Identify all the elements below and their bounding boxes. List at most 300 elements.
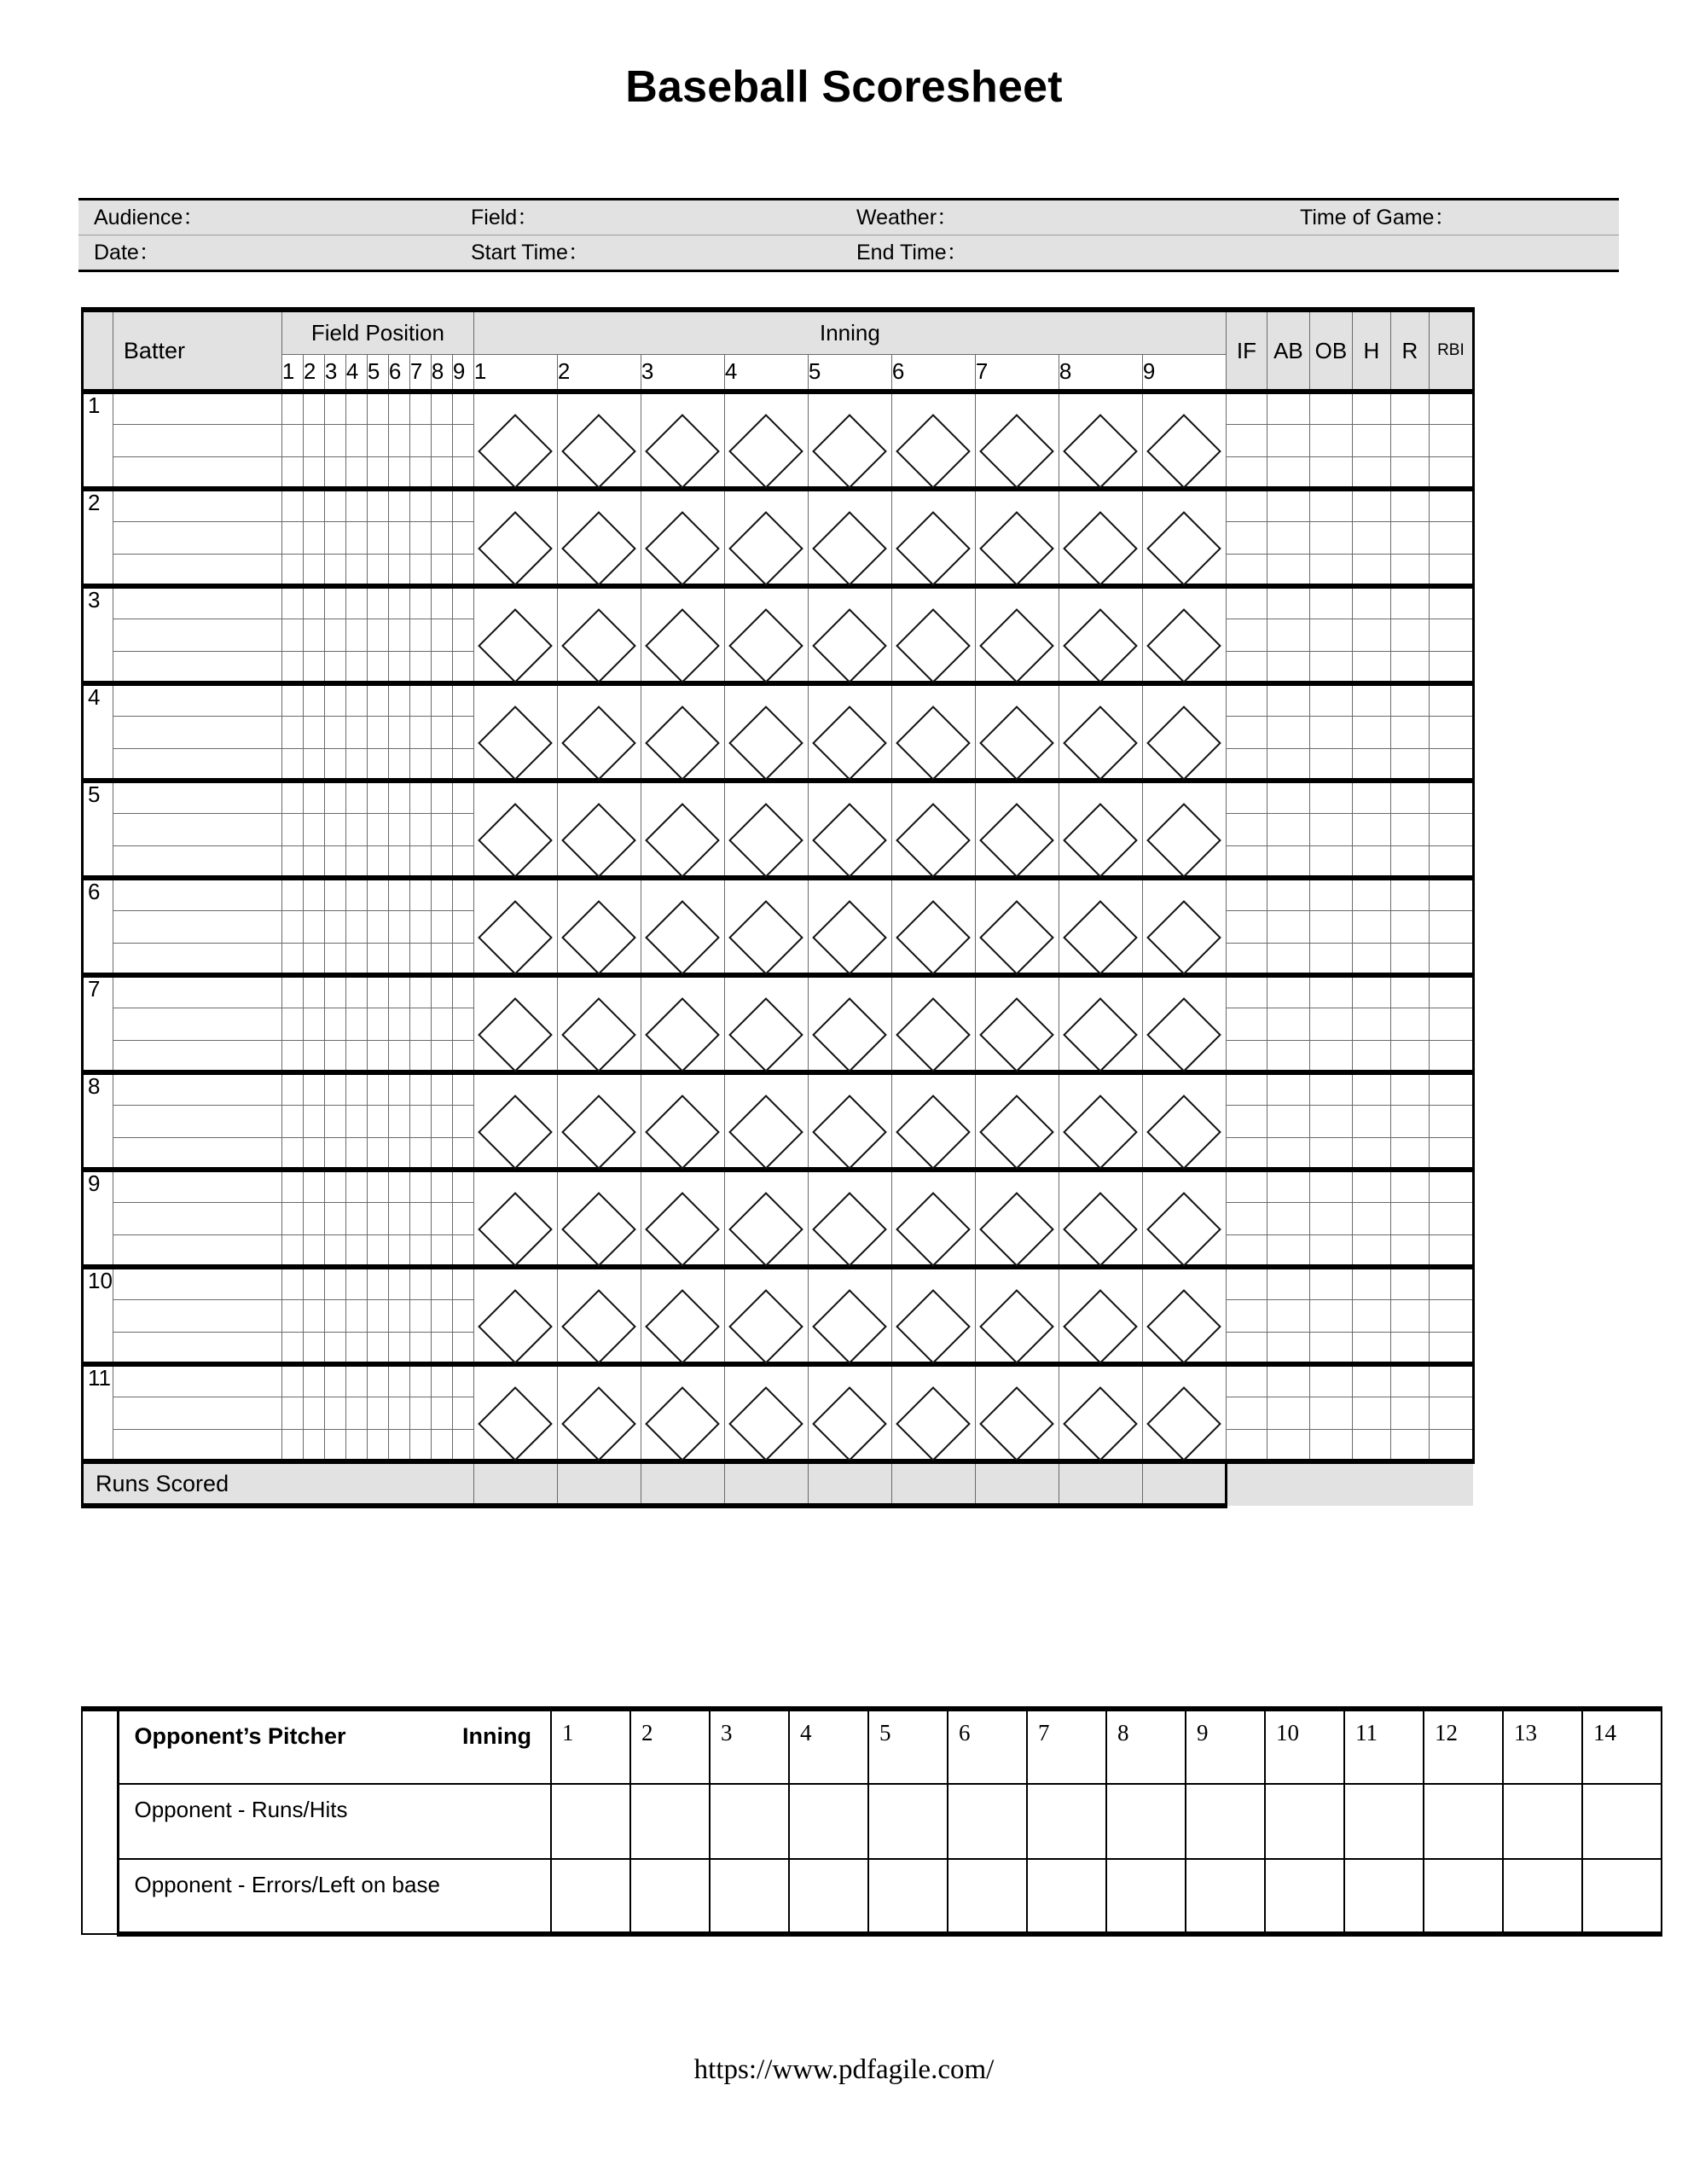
field-position-cell-7[interactable] — [409, 1040, 431, 1072]
field-position-cell-2[interactable] — [303, 554, 324, 586]
field-position-cell-2[interactable] — [303, 975, 324, 1008]
field-position-cell-1[interactable] — [281, 456, 303, 489]
field-position-cell-6[interactable] — [388, 845, 409, 878]
stat-cell-ab[interactable] — [1267, 1364, 1309, 1397]
stat-cell-r[interactable] — [1390, 1137, 1429, 1170]
field-position-cell-1[interactable] — [281, 683, 303, 716]
field-position-cell-6[interactable] — [388, 1267, 409, 1299]
field-position-cell-1[interactable] — [281, 1040, 303, 1072]
field-position-cell-8[interactable] — [431, 456, 452, 489]
field-position-cell-2[interactable] — [303, 683, 324, 716]
stat-cell-h[interactable] — [1352, 1137, 1390, 1170]
inning-cell-4[interactable] — [724, 489, 808, 586]
batter-name-cell[interactable] — [113, 1105, 281, 1137]
stat-cell-ob[interactable] — [1309, 748, 1352, 781]
field-position-cell-9[interactable] — [452, 392, 473, 424]
field-position-cell-5[interactable] — [367, 1267, 388, 1299]
stat-cell-r[interactable] — [1390, 716, 1429, 748]
inning-cell-4[interactable] — [724, 1364, 808, 1461]
inning-cell-8[interactable] — [1059, 878, 1142, 975]
field-position-cell-2[interactable] — [303, 392, 324, 424]
stat-cell-r[interactable] — [1390, 521, 1429, 554]
pitcher-data-cell-10[interactable] — [1265, 1859, 1344, 1934]
batter-name-cell[interactable] — [113, 521, 281, 554]
field-position-cell-4[interactable] — [345, 586, 367, 619]
inning-cell-9[interactable] — [1142, 878, 1226, 975]
field-position-cell-1[interactable] — [281, 1234, 303, 1267]
field-position-cell-5[interactable] — [367, 424, 388, 456]
stat-cell-r[interactable] — [1390, 1202, 1429, 1234]
stat-cell-h[interactable] — [1352, 1267, 1390, 1299]
stat-cell-ab[interactable] — [1267, 975, 1309, 1008]
field-position-cell-6[interactable] — [388, 716, 409, 748]
field-position-cell-8[interactable] — [431, 1332, 452, 1364]
stat-cell-rbi[interactable] — [1429, 554, 1473, 586]
stat-cell-ob[interactable] — [1309, 1040, 1352, 1072]
inning-cell-1[interactable] — [473, 1072, 557, 1170]
stat-cell-ob[interactable] — [1309, 1202, 1352, 1234]
stat-cell-r[interactable] — [1390, 1234, 1429, 1267]
inning-cell-3[interactable] — [641, 1170, 724, 1267]
stat-cell-if[interactable] — [1226, 1170, 1267, 1202]
field-position-cell-6[interactable] — [388, 813, 409, 845]
stat-cell-if[interactable] — [1226, 943, 1267, 975]
pitcher-data-cell-3[interactable] — [710, 1859, 789, 1934]
pitcher-data-cell-4[interactable] — [789, 1784, 868, 1859]
pitcher-data-cell-14[interactable] — [1582, 1784, 1662, 1859]
pitcher-data-cell-1[interactable] — [551, 1784, 630, 1859]
stat-cell-ab[interactable] — [1267, 456, 1309, 489]
batter-row[interactable] — [83, 1170, 1474, 1202]
field-position-cell-7[interactable] — [409, 521, 431, 554]
stat-cell-ob[interactable] — [1309, 521, 1352, 554]
field-position-cell-8[interactable] — [431, 1170, 452, 1202]
stat-cell-if[interactable] — [1226, 586, 1267, 619]
stat-cell-ab[interactable] — [1267, 1429, 1309, 1461]
pitcher-data-cell-7[interactable] — [1027, 1784, 1106, 1859]
inning-cell-7[interactable] — [975, 1267, 1059, 1364]
stat-cell-if[interactable] — [1226, 521, 1267, 554]
field-position-cell-4[interactable] — [345, 489, 367, 521]
field-position-cell-4[interactable] — [345, 813, 367, 845]
field-position-cell-3[interactable] — [324, 1170, 345, 1202]
field-position-cell-9[interactable] — [452, 781, 473, 813]
pitcher-data-cell-12[interactable] — [1424, 1784, 1503, 1859]
inning-cell-8[interactable] — [1059, 1267, 1142, 1364]
field-position-cell-4[interactable] — [345, 943, 367, 975]
field-position-cell-5[interactable] — [367, 1202, 388, 1234]
inning-cell-5[interactable] — [808, 1170, 891, 1267]
field-position-cell-4[interactable] — [345, 424, 367, 456]
field-position-cell-3[interactable] — [324, 1072, 345, 1105]
field-position-cell-7[interactable] — [409, 781, 431, 813]
field-position-cell-6[interactable] — [388, 586, 409, 619]
stat-cell-r[interactable] — [1390, 424, 1429, 456]
stat-cell-if[interactable] — [1226, 651, 1267, 683]
batter-name-cell[interactable] — [113, 392, 281, 424]
stat-cell-ob[interactable] — [1309, 1105, 1352, 1137]
field-position-cell-2[interactable] — [303, 910, 324, 943]
stat-cell-ab[interactable] — [1267, 781, 1309, 813]
field-position-cell-5[interactable] — [367, 1299, 388, 1332]
field-position-cell-3[interactable] — [324, 1364, 345, 1397]
field-position-cell-9[interactable] — [452, 683, 473, 716]
inning-cell-4[interactable] — [724, 878, 808, 975]
field-position-cell-2[interactable] — [303, 1429, 324, 1461]
stat-cell-ab[interactable] — [1267, 1105, 1309, 1137]
inning-cell-7[interactable] — [975, 586, 1059, 683]
field-position-cell-8[interactable] — [431, 910, 452, 943]
field-position-cell-7[interactable] — [409, 748, 431, 781]
stat-cell-ob[interactable] — [1309, 1234, 1352, 1267]
field-position-cell-6[interactable] — [388, 683, 409, 716]
inning-cell-6[interactable] — [891, 683, 975, 781]
runs-scored-cell-8[interactable] — [1059, 1461, 1142, 1506]
field-position-cell-6[interactable] — [388, 489, 409, 521]
inning-cell-7[interactable] — [975, 683, 1059, 781]
stat-cell-ob[interactable] — [1309, 1364, 1352, 1397]
field-position-cell-5[interactable] — [367, 683, 388, 716]
stat-cell-ob[interactable] — [1309, 424, 1352, 456]
field-position-cell-6[interactable] — [388, 521, 409, 554]
stat-cell-rbi[interactable] — [1429, 521, 1473, 554]
pitcher-data-cell-8[interactable] — [1106, 1784, 1186, 1859]
inning-cell-8[interactable] — [1059, 1072, 1142, 1170]
inning-cell-7[interactable] — [975, 392, 1059, 489]
field-position-cell-7[interactable] — [409, 651, 431, 683]
field-position-cell-1[interactable] — [281, 586, 303, 619]
field-position-cell-4[interactable] — [345, 1429, 367, 1461]
inning-cell-9[interactable] — [1142, 1267, 1226, 1364]
field-position-cell-6[interactable] — [388, 910, 409, 943]
field-position-cell-5[interactable] — [367, 1234, 388, 1267]
batter-name-cell[interactable] — [113, 651, 281, 683]
field-position-cell-3[interactable] — [324, 845, 345, 878]
stat-cell-rbi[interactable] — [1429, 392, 1473, 424]
field-position-cell-4[interactable] — [345, 1234, 367, 1267]
stat-cell-ab[interactable] — [1267, 813, 1309, 845]
stat-cell-h[interactable] — [1352, 1429, 1390, 1461]
stat-cell-ab[interactable] — [1267, 1397, 1309, 1429]
field-position-cell-6[interactable] — [388, 619, 409, 651]
field-position-cell-6[interactable] — [388, 1234, 409, 1267]
field-position-cell-7[interactable] — [409, 554, 431, 586]
stat-cell-rbi[interactable] — [1429, 1332, 1473, 1364]
stat-cell-r[interactable] — [1390, 683, 1429, 716]
stat-cell-if[interactable] — [1226, 1008, 1267, 1040]
stat-cell-r[interactable] — [1390, 586, 1429, 619]
inning-cell-2[interactable] — [557, 1170, 641, 1267]
field-position-cell-1[interactable] — [281, 424, 303, 456]
inning-cell-8[interactable] — [1059, 781, 1142, 878]
inning-cell-5[interactable] — [808, 781, 891, 878]
field-position-cell-1[interactable] — [281, 1429, 303, 1461]
field-position-cell-2[interactable] — [303, 748, 324, 781]
field-position-cell-3[interactable] — [324, 1397, 345, 1429]
stat-cell-ob[interactable] — [1309, 619, 1352, 651]
batter-name-cell[interactable] — [113, 1299, 281, 1332]
stat-cell-ab[interactable] — [1267, 683, 1309, 716]
stat-cell-h[interactable] — [1352, 1234, 1390, 1267]
field-position-cell-9[interactable] — [452, 1105, 473, 1137]
inning-cell-5[interactable] — [808, 1072, 891, 1170]
batter-name-cell[interactable] — [113, 1072, 281, 1105]
field-position-cell-6[interactable] — [388, 1105, 409, 1137]
field-position-cell-3[interactable] — [324, 683, 345, 716]
field-position-cell-9[interactable] — [452, 1008, 473, 1040]
pitcher-data-cell-1[interactable] — [551, 1859, 630, 1934]
stat-cell-r[interactable] — [1390, 1267, 1429, 1299]
batter-name-cell[interactable] — [113, 878, 281, 910]
inning-cell-1[interactable] — [473, 781, 557, 878]
stat-cell-h[interactable] — [1352, 943, 1390, 975]
stat-cell-h[interactable] — [1352, 1040, 1390, 1072]
stat-cell-ob[interactable] — [1309, 1299, 1352, 1332]
inning-cell-6[interactable] — [891, 1170, 975, 1267]
inning-cell-8[interactable] — [1059, 975, 1142, 1072]
batter-row[interactable] — [83, 1364, 1474, 1397]
field-position-cell-3[interactable] — [324, 878, 345, 910]
inning-cell-4[interactable] — [724, 1267, 808, 1364]
stat-cell-rbi[interactable] — [1429, 1234, 1473, 1267]
inning-cell-2[interactable] — [557, 1072, 641, 1170]
stat-cell-rbi[interactable] — [1429, 878, 1473, 910]
stat-cell-ob[interactable] — [1309, 1332, 1352, 1364]
field-position-cell-9[interactable] — [452, 878, 473, 910]
inning-cell-7[interactable] — [975, 1072, 1059, 1170]
batter-name-cell[interactable] — [113, 1008, 281, 1040]
field-position-cell-3[interactable] — [324, 1299, 345, 1332]
field-position-cell-7[interactable] — [409, 489, 431, 521]
batter-name-cell[interactable] — [113, 619, 281, 651]
field-position-cell-8[interactable] — [431, 392, 452, 424]
inning-cell-2[interactable] — [557, 1364, 641, 1461]
batter-name-cell[interactable] — [113, 586, 281, 619]
batter-name-cell[interactable] — [113, 813, 281, 845]
field-position-cell-5[interactable] — [367, 1040, 388, 1072]
field-position-cell-5[interactable] — [367, 489, 388, 521]
runs-scored-cell-7[interactable] — [975, 1461, 1059, 1506]
field-position-cell-9[interactable] — [452, 521, 473, 554]
stat-cell-ob[interactable] — [1309, 1397, 1352, 1429]
stat-cell-ab[interactable] — [1267, 489, 1309, 521]
field-position-cell-1[interactable] — [281, 781, 303, 813]
field-position-cell-2[interactable] — [303, 1364, 324, 1397]
stat-cell-h[interactable] — [1352, 1170, 1390, 1202]
field-position-cell-5[interactable] — [367, 878, 388, 910]
field-position-cell-5[interactable] — [367, 910, 388, 943]
stat-cell-r[interactable] — [1390, 651, 1429, 683]
field-position-cell-9[interactable] — [452, 1072, 473, 1105]
field-position-cell-7[interactable] — [409, 1299, 431, 1332]
stat-cell-if[interactable] — [1226, 1040, 1267, 1072]
field-position-cell-8[interactable] — [431, 683, 452, 716]
stat-cell-if[interactable] — [1226, 845, 1267, 878]
stat-cell-h[interactable] — [1352, 1008, 1390, 1040]
field-position-cell-8[interactable] — [431, 1267, 452, 1299]
inning-cell-1[interactable] — [473, 489, 557, 586]
inning-cell-3[interactable] — [641, 781, 724, 878]
field-position-cell-3[interactable] — [324, 716, 345, 748]
field-position-cell-2[interactable] — [303, 651, 324, 683]
stat-cell-ab[interactable] — [1267, 521, 1309, 554]
pitcher-data-cell-3[interactable] — [710, 1784, 789, 1859]
stat-cell-ab[interactable] — [1267, 586, 1309, 619]
pitcher-data-cell-2[interactable] — [630, 1784, 710, 1859]
field-position-cell-9[interactable] — [452, 1267, 473, 1299]
batter-name-cell[interactable] — [113, 910, 281, 943]
stat-cell-if[interactable] — [1226, 683, 1267, 716]
pitcher-data-cell-2[interactable] — [630, 1859, 710, 1934]
stat-cell-if[interactable] — [1226, 878, 1267, 910]
stat-cell-ab[interactable] — [1267, 910, 1309, 943]
stat-cell-h[interactable] — [1352, 1332, 1390, 1364]
field-position-cell-4[interactable] — [345, 554, 367, 586]
field-position-cell-3[interactable] — [324, 1332, 345, 1364]
field-position-cell-9[interactable] — [452, 586, 473, 619]
stat-cell-r[interactable] — [1390, 878, 1429, 910]
inning-cell-6[interactable] — [891, 392, 975, 489]
field-position-cell-7[interactable] — [409, 456, 431, 489]
stat-cell-h[interactable] — [1352, 683, 1390, 716]
field-position-cell-3[interactable] — [324, 619, 345, 651]
field-position-cell-7[interactable] — [409, 813, 431, 845]
stat-cell-ab[interactable] — [1267, 1234, 1309, 1267]
batter-name-cell[interactable] — [113, 683, 281, 716]
field-position-cell-8[interactable] — [431, 1429, 452, 1461]
field-position-cell-6[interactable] — [388, 392, 409, 424]
field-position-cell-5[interactable] — [367, 1364, 388, 1397]
field-position-cell-4[interactable] — [345, 1364, 367, 1397]
stat-cell-ob[interactable] — [1309, 1137, 1352, 1170]
field-position-cell-6[interactable] — [388, 748, 409, 781]
inning-cell-8[interactable] — [1059, 683, 1142, 781]
field-position-cell-4[interactable] — [345, 845, 367, 878]
field-position-cell-7[interactable] — [409, 1170, 431, 1202]
stat-cell-h[interactable] — [1352, 392, 1390, 424]
batter-name-cell[interactable] — [113, 1137, 281, 1170]
field-position-cell-7[interactable] — [409, 1202, 431, 1234]
stat-cell-r[interactable] — [1390, 1008, 1429, 1040]
field-position-cell-8[interactable] — [431, 1072, 452, 1105]
stat-cell-ob[interactable] — [1309, 1008, 1352, 1040]
inning-cell-1[interactable] — [473, 975, 557, 1072]
batter-name-cell[interactable] — [113, 1397, 281, 1429]
stat-cell-rbi[interactable] — [1429, 1170, 1473, 1202]
field-position-cell-1[interactable] — [281, 521, 303, 554]
field-position-cell-6[interactable] — [388, 943, 409, 975]
stat-cell-r[interactable] — [1390, 619, 1429, 651]
stat-cell-ab[interactable] — [1267, 1299, 1309, 1332]
stat-cell-ob[interactable] — [1309, 586, 1352, 619]
field-position-cell-8[interactable] — [431, 1040, 452, 1072]
stat-cell-r[interactable] — [1390, 1105, 1429, 1137]
field-position-cell-9[interactable] — [452, 489, 473, 521]
field-position-cell-2[interactable] — [303, 1332, 324, 1364]
field-position-cell-7[interactable] — [409, 910, 431, 943]
stat-cell-if[interactable] — [1226, 1234, 1267, 1267]
field-position-cell-2[interactable] — [303, 1170, 324, 1202]
inning-cell-6[interactable] — [891, 1364, 975, 1461]
inning-cell-7[interactable] — [975, 878, 1059, 975]
inning-cell-6[interactable] — [891, 975, 975, 1072]
field-position-cell-3[interactable] — [324, 586, 345, 619]
field-position-cell-4[interactable] — [345, 1299, 367, 1332]
field-position-cell-7[interactable] — [409, 392, 431, 424]
field-position-cell-7[interactable] — [409, 975, 431, 1008]
stat-cell-if[interactable] — [1226, 392, 1267, 424]
field-position-cell-2[interactable] — [303, 1234, 324, 1267]
field-position-cell-7[interactable] — [409, 845, 431, 878]
batter-row[interactable] — [83, 683, 1474, 716]
field-position-cell-2[interactable] — [303, 1008, 324, 1040]
inning-cell-2[interactable] — [557, 1267, 641, 1364]
inning-cell-1[interactable] — [473, 392, 557, 489]
field-position-cell-8[interactable] — [431, 424, 452, 456]
stat-cell-h[interactable] — [1352, 619, 1390, 651]
field-position-cell-5[interactable] — [367, 619, 388, 651]
stat-cell-if[interactable] — [1226, 1299, 1267, 1332]
field-position-cell-6[interactable] — [388, 1137, 409, 1170]
field-position-cell-3[interactable] — [324, 975, 345, 1008]
stat-cell-if[interactable] — [1226, 910, 1267, 943]
field-position-cell-4[interactable] — [345, 521, 367, 554]
field-position-cell-1[interactable] — [281, 1008, 303, 1040]
field-position-cell-5[interactable] — [367, 845, 388, 878]
field-position-cell-9[interactable] — [452, 554, 473, 586]
field-position-cell-7[interactable] — [409, 1429, 431, 1461]
stat-cell-ab[interactable] — [1267, 1040, 1309, 1072]
pitcher-data-cell-6[interactable] — [948, 1859, 1027, 1934]
stat-cell-h[interactable] — [1352, 1105, 1390, 1137]
field-position-cell-1[interactable] — [281, 1072, 303, 1105]
field-position-cell-3[interactable] — [324, 1202, 345, 1234]
field-position-cell-4[interactable] — [345, 910, 367, 943]
field-position-cell-4[interactable] — [345, 651, 367, 683]
field-position-cell-2[interactable] — [303, 521, 324, 554]
field-position-cell-1[interactable] — [281, 1364, 303, 1397]
field-position-cell-9[interactable] — [452, 1429, 473, 1461]
field-position-cell-6[interactable] — [388, 1397, 409, 1429]
field-position-cell-1[interactable] — [281, 813, 303, 845]
pitcher-data-cell-4[interactable] — [789, 1859, 868, 1934]
stat-cell-ob[interactable] — [1309, 1429, 1352, 1461]
inning-cell-1[interactable] — [473, 878, 557, 975]
stat-cell-rbi[interactable] — [1429, 456, 1473, 489]
batter-row[interactable] — [83, 392, 1474, 424]
field-position-cell-8[interactable] — [431, 716, 452, 748]
stat-cell-ab[interactable] — [1267, 1008, 1309, 1040]
field-position-cell-2[interactable] — [303, 586, 324, 619]
inning-cell-6[interactable] — [891, 489, 975, 586]
stat-cell-h[interactable] — [1352, 813, 1390, 845]
batter-name-cell[interactable] — [113, 1170, 281, 1202]
inning-cell-4[interactable] — [724, 586, 808, 683]
field-position-cell-8[interactable] — [431, 1008, 452, 1040]
stat-cell-ob[interactable] — [1309, 1072, 1352, 1105]
runs-scored-cell-1[interactable] — [473, 1461, 557, 1506]
field-position-cell-5[interactable] — [367, 586, 388, 619]
stat-cell-ob[interactable] — [1309, 781, 1352, 813]
batter-name-cell[interactable] — [113, 1267, 281, 1299]
stat-cell-h[interactable] — [1352, 1072, 1390, 1105]
inning-cell-2[interactable] — [557, 489, 641, 586]
inning-cell-4[interactable] — [724, 392, 808, 489]
inning-cell-5[interactable] — [808, 1267, 891, 1364]
stat-cell-if[interactable] — [1226, 1364, 1267, 1397]
stat-cell-r[interactable] — [1390, 456, 1429, 489]
inning-cell-7[interactable] — [975, 781, 1059, 878]
